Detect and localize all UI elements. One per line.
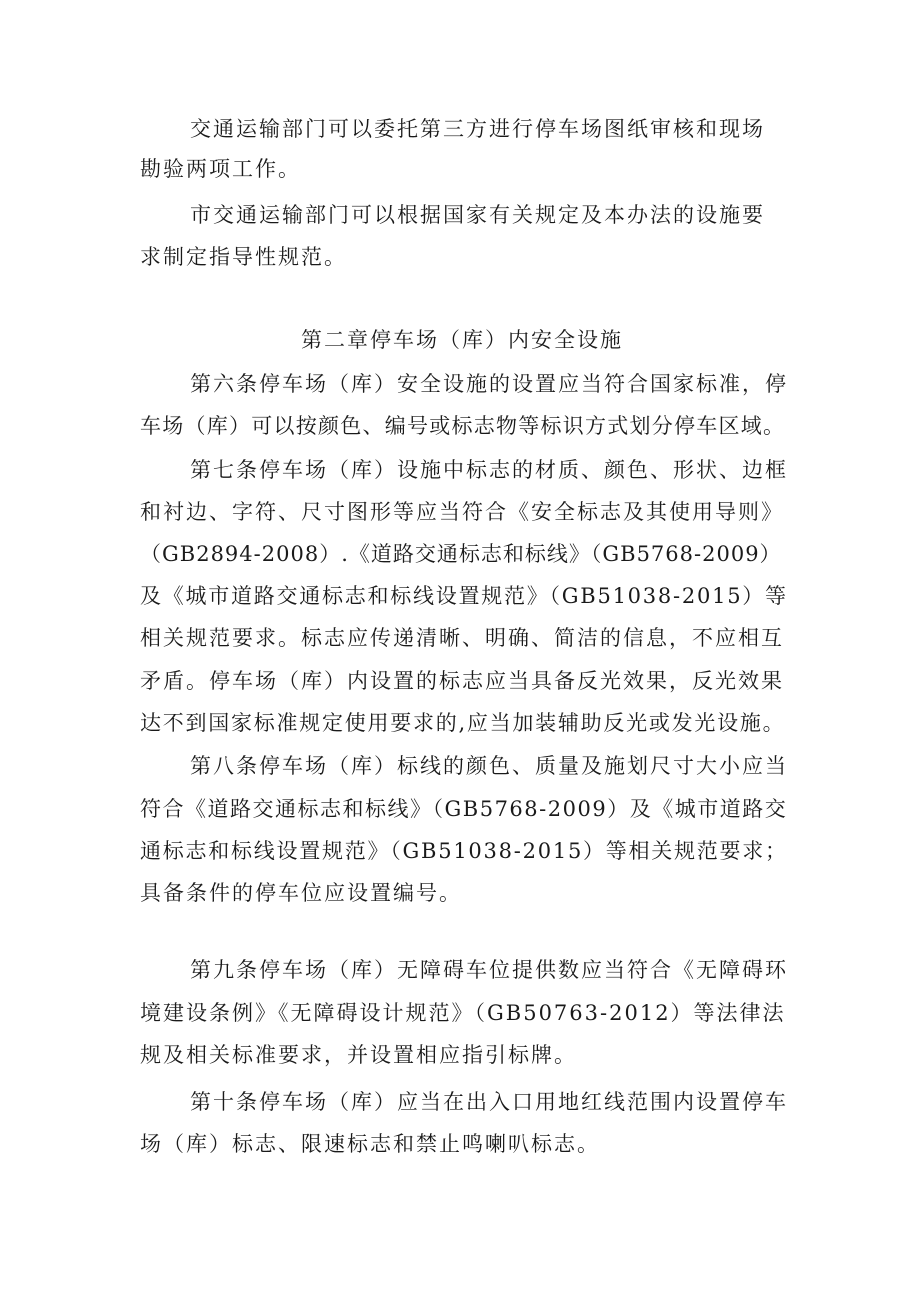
paragraph-line: 境建设条例》《无障碍设计规范》（GB50763-2012）等法律法 xyxy=(140,1001,786,1025)
paragraph-line: 第九条停车场（库）无障碍车位提供数应当符合《无障碍环 xyxy=(190,958,788,982)
paragraph-line: 交通运输部门可以委托第三方进行停车场图纸审核和现场 xyxy=(190,117,765,141)
paragraph-line: 规及相关标准要求，并设置相应指引标牌。 xyxy=(140,1043,577,1067)
paragraph-line: 求制定指导性规范。 xyxy=(140,245,347,269)
paragraph-line: 第六条停车场（库）安全设施的设置应当符合国家标准，停 xyxy=(190,372,788,396)
paragraph-line: 第七条停车场（库）设施中标志的材质、颜色、形状、边框 xyxy=(190,458,788,482)
paragraph-line: 场（库）标志、限速标志和禁止鸣喇叭标志。 xyxy=(140,1132,600,1156)
paragraph-line: 勘验两项工作。 xyxy=(140,157,301,181)
paragraph-line: 第十条停车场（库）应当在出入口用地红线范围内设置停车 xyxy=(190,1090,788,1114)
paragraph-line: 及《城市道路交通标志和标线设置规范》（GB51038-2015）等 xyxy=(140,584,788,608)
paragraph-line: 第八条停车场（库）标线的颜色、质量及施划尺寸大小应当 xyxy=(190,754,788,778)
paragraph-line: 达不到国家标准规定使用要求的,应当加装辅助反光或发光设施。 xyxy=(140,711,786,735)
paragraph-line: 矛盾。停车场（库）内设置的标志应当具备反光效果，反光效果 xyxy=(140,669,784,693)
paragraph-line: 通标志和标线设置规范》（GB51038-2015）等相关规范要求； xyxy=(140,839,788,863)
paragraph-line: 车场（库）可以按颜色、编号或标志物等标识方式划分停车区域。 xyxy=(140,414,786,438)
chapter-heading: 第二章停车场（库）内安全设施 xyxy=(301,328,623,352)
paragraph-line: 符合《道路交通标志和标线》（GB5768-2009）及《城市道路交 xyxy=(140,797,788,821)
paragraph-line: 具备条件的停车位应设置编号。 xyxy=(140,881,462,905)
paragraph-line: 市交通运输部门可以根据国家有关规定及本办法的设施要 xyxy=(190,203,765,227)
paragraph-line: （GB2894-2008）.《道路交通标志和标线》（GB5768-2009） xyxy=(140,542,782,566)
paragraph-line: 和衬边、字符、尺寸图形等应当符合《安全标志及其使用导则》 xyxy=(140,500,784,524)
paragraph-line: 相关规范要求。标志应传递清晰、明确、简洁的信息，不应相互 xyxy=(140,626,784,650)
